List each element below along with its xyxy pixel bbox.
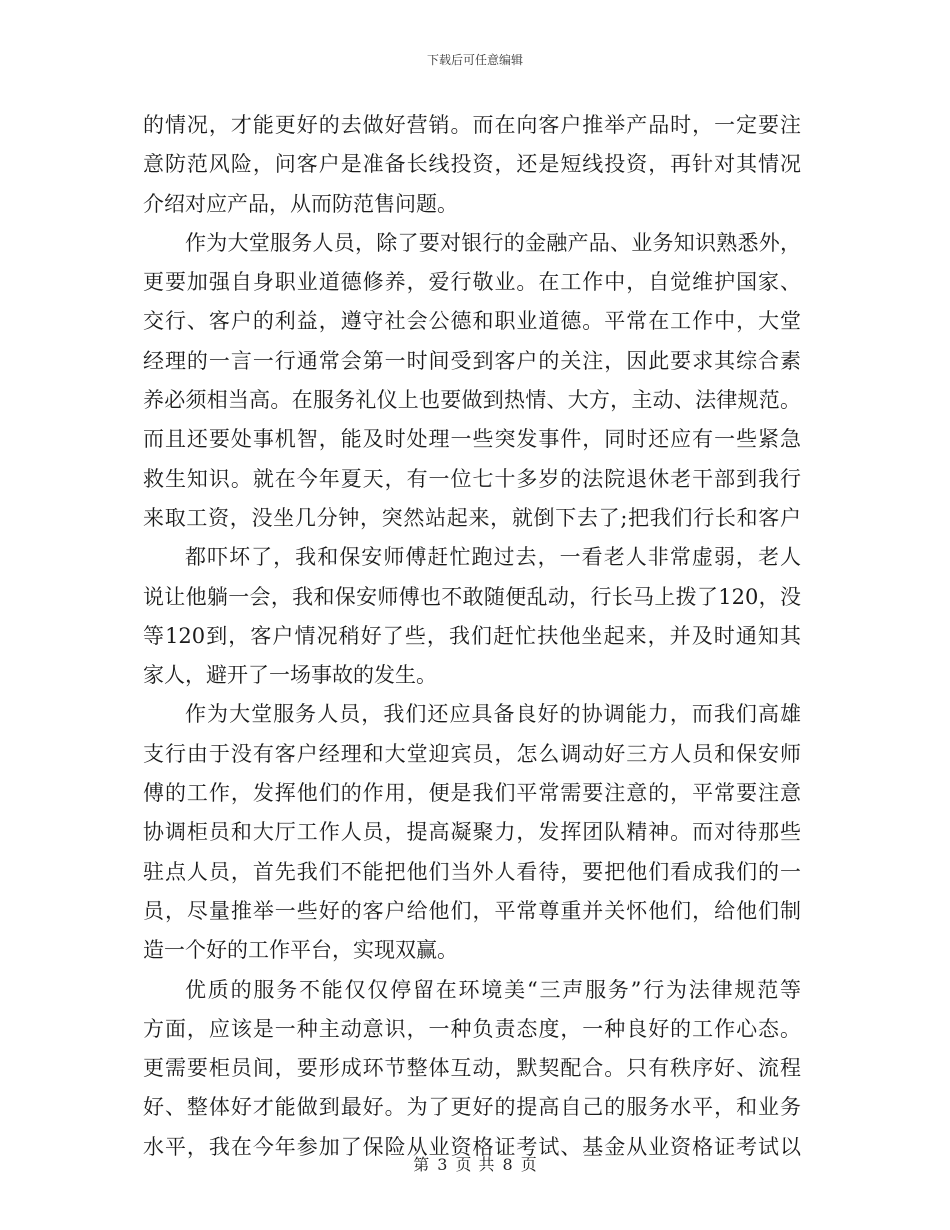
text-line: 支行由于没有客户经理和大堂迎宾员，怎么调动好三方人员和保安师: [143, 741, 801, 766]
text-line: 等120到，客户情况稍好了些，我们赶忙扶他坐起来，并及时通知其: [143, 623, 801, 648]
text-line: 养必须相当高。在服务礼仪上也要做到热情、大方，主动、法律规范。: [143, 388, 801, 413]
page-header: 下载后可任意编辑: [426, 53, 523, 67]
page-footer: [0, 1154, 950, 1176]
body-text: [143, 106, 801, 1167]
text-line: 好、整体好才能做到最好。为了更好的提高自己的服务水平，和业务: [143, 1095, 801, 1120]
text-line: 而且还要处事机智，能及时处理一些突发事件，同时还应有一些紧急: [143, 427, 801, 452]
footer-middle: 页 共: [455, 1155, 495, 1174]
text-line: 介绍对应产品，从而防范售问题。: [143, 191, 458, 216]
text-line: 经理的一言一行通常会第一时间受到客户的关注，因此要求其综合素: [143, 348, 801, 373]
text-line: 交行、客户的利益，遵守社会公德和职业道德。平常在工作中，大堂: [143, 309, 801, 334]
footer-prefix: 第: [413, 1155, 430, 1174]
footer-suffix: 页: [520, 1155, 537, 1174]
text-line: 造一个好的工作平台，实现双赢。: [143, 938, 458, 963]
text-line: 意防范风险，问客户是准备长线投资，还是短线投资，再针对其情况: [143, 152, 801, 177]
footer-current-page: 3: [437, 1155, 448, 1174]
text-line: 更需要柜员间，要形成环节整体互动，默契配合。只有秩序好、流程: [143, 1056, 801, 1081]
text-line: 作为大堂服务人员，我们还应具备良好的协调能力，而我们高雄: [185, 702, 801, 727]
text-line: 作为大堂服务人员，除了要对银行的金融产品、业务知识熟悉外，: [185, 230, 801, 255]
text-line: 来取工资，没坐几分钟，突然站起来，就倒下去了;把我们行长和客户: [143, 505, 801, 530]
text-line: 协调柜员和大厅工作人员，提高凝聚力，发挥团队精神。而对待那些: [143, 820, 801, 845]
text-line: 说让他躺一会，我和保安师傅也不敢随便乱动，行长马上拨了120，没: [143, 584, 801, 609]
text-line: 傅的工作，发挥他们的作用，便是我们平常需要注意的，平常要注意: [143, 781, 801, 806]
text-line: 优质的服务不能仅仅停留在环境美“三声服务”行为法律规范等: [185, 977, 801, 1002]
text-line: 方面，应该是一种主动意识，一种负责态度，一种良好的工作心态。: [143, 1016, 801, 1041]
text-line: 救生知识。就在今年夏天，有一位七十多岁的法院退休老干部到我行: [143, 466, 801, 491]
text-line: 家人，避开了一场事故的发生。: [143, 663, 437, 688]
text-line: 驻点人员，首先我们不能把他们当外人看待，要把他们看成我们的一: [143, 859, 801, 884]
text-line: 都吓坏了，我和保安师傅赶忙跑过去，一看老人非常虚弱，老人: [185, 545, 801, 570]
text-line: 更要加强自身职业道德修养，爱行敬业。在工作中，自觉维护国家、: [143, 270, 801, 295]
footer-total-pages: 8: [502, 1155, 513, 1174]
text-line: 水平，我在今年参加了保险从业资格证考试、基金从业资格证考试以: [143, 1134, 801, 1159]
text-line: 的情况，才能更好的去做好营销。而在向客户推举产品时，一定要注: [143, 113, 801, 137]
text-line: 员，尽量推举一些好的客户给他们，平常尊重并关怀他们，给他们制: [143, 898, 801, 923]
